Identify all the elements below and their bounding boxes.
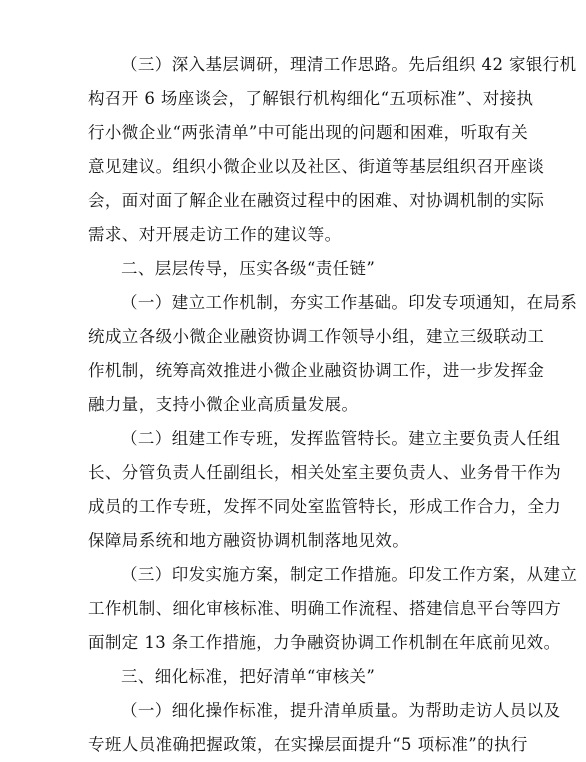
text-line: 三、细化标准，把好清单“审核关” <box>121 667 376 686</box>
text-line: （三）深入基层调研，理清工作思路。先后组织 42 家银行机 <box>121 55 577 74</box>
text-line: 行小微企业“两张清单”中可能出现的问题和困难，听取有关 <box>88 123 529 142</box>
text-line: （一）细化操作标准，提升清单质量。为帮助走访人员以及 <box>121 701 561 720</box>
document-page <box>88 48 578 762</box>
text-line: 构召开 6 场座谈会，了解银行机构细化“五项标准”、对接执 <box>88 89 534 108</box>
paragraph <box>88 694 561 762</box>
paragraph <box>88 558 578 660</box>
paragraph <box>88 48 577 252</box>
text-line: 二、层层传导，压实各级“责任链” <box>121 259 376 278</box>
text-line: （二）组建工作专班，发挥监管特长。建立主要负责人任组 <box>121 429 561 448</box>
text-line: 会，面对面了解企业在融资过程中的困难、对协调机制的实际 <box>88 191 545 210</box>
text-line: 保障局系统和地方融资协调机制落地见效。 <box>88 531 410 550</box>
text-line: 面制定 13 条工作措施，力争融资协调工作机制在年底前见效。 <box>88 633 561 652</box>
text-line: 成员的工作专班，发挥不同处室监管特长，形成工作合力，全力 <box>88 497 562 516</box>
text-line: 工作机制、细化审核标准、明确工作流程、搭建信息平台等四方 <box>88 599 562 618</box>
text-line: 统成立各级小微企业融资协调工作领导小组，建立三级联动工 <box>88 327 545 346</box>
paragraph <box>88 286 578 422</box>
text-line: （一）建立工作机制，夯实工作基础。印发专项通知，在局系 <box>121 293 578 312</box>
section-heading <box>88 252 508 286</box>
text-line: 需求、对开展走访工作的建议等。 <box>88 225 342 244</box>
section-heading <box>88 660 508 694</box>
text-line: 长、分管负责人任副组长，相关处室主要负责人、业务骨干作为 <box>88 463 562 482</box>
text-line: 作机制，统筹高效推进小微企业融资协调工作，进一步发挥金 <box>88 361 545 380</box>
paragraph <box>88 422 562 558</box>
text-line: 意见建议。组织小微企业以及社区、街道等基层组织召开座谈 <box>88 157 545 176</box>
text-line: 融力量，支持小微企业高质量发展。 <box>88 395 359 414</box>
text-line: （三）印发实施方案，制定工作措施。印发工作方案，从建立 <box>121 565 578 584</box>
text-line: 专班人员准确把握政策，在实操层面提升“5 项标准”的执行 <box>88 735 528 754</box>
